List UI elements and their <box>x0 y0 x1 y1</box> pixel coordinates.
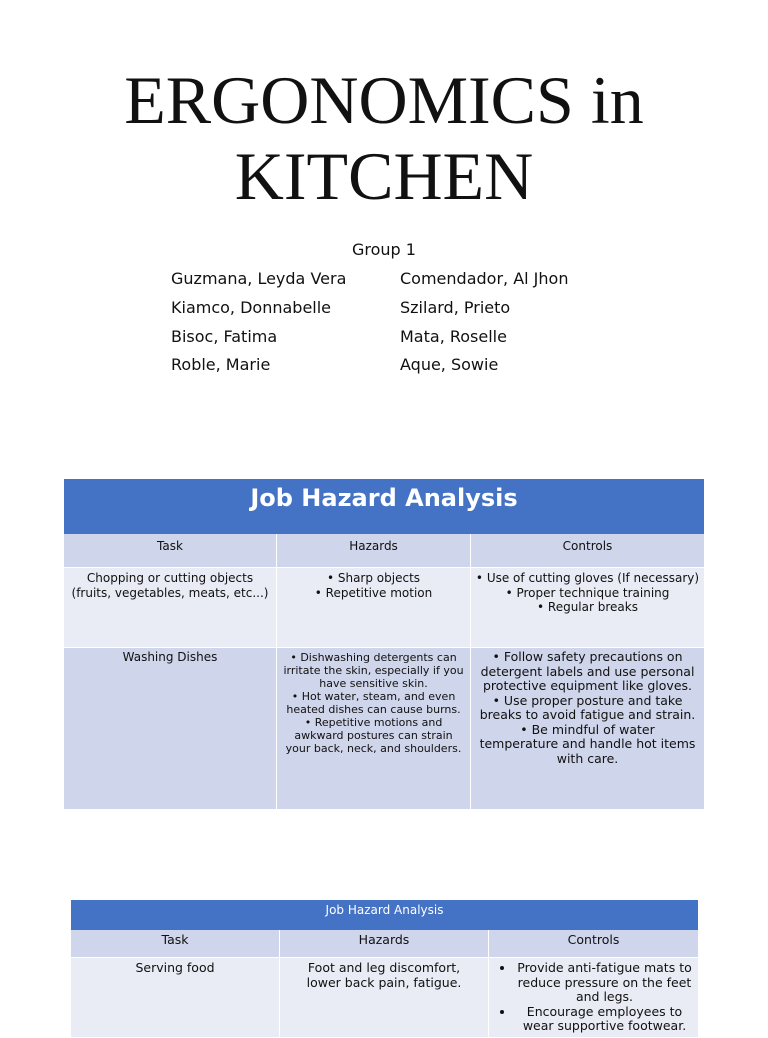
member-name: Szilard, Prieto <box>400 298 511 317</box>
member-name: Kiamco, Donnabelle <box>171 298 332 317</box>
job-hazard-table-2 <box>71 900 698 1038</box>
hazard-item: • Repetitive motion <box>281 586 466 601</box>
hazards-cell <box>277 648 471 810</box>
control-item: • Follow safety precautions on detergent labels and use personal protective equipment like gloves. <box>479 650 696 694</box>
header-hazards: Hazards <box>280 930 489 958</box>
control-item: • Be mindful of water temperature and handle hot items with care. <box>479 723 696 767</box>
table-row <box>71 958 698 1038</box>
hazards-cell <box>277 568 471 648</box>
table-header-row <box>64 534 704 568</box>
hazard-item: • Sharp objects <box>281 571 466 586</box>
hazard-item: • Dishwashing detergents can irritate the skin, especially if you have sensitive skin. <box>283 651 464 690</box>
member-name: Aque, Sowie <box>400 355 499 374</box>
header-task: Task <box>71 930 280 958</box>
task-cell: Washing Dishes <box>64 648 277 810</box>
title-line-1: ERGONOMICS in <box>124 62 644 138</box>
table-row <box>64 568 704 648</box>
member-name: Mata, Roselle <box>400 327 507 346</box>
member-name: Comendador, Al Jhon <box>400 269 569 288</box>
table-row <box>64 648 704 810</box>
table-title: Job Hazard Analysis <box>71 900 698 930</box>
job-hazard-table-1 <box>64 479 704 810</box>
control-item: • Regular breaks <box>475 600 700 615</box>
controls-cell <box>489 958 698 1038</box>
controls-cell <box>471 568 704 648</box>
hazards-cell: Foot and leg discomfort, lower back pain, fatigue. <box>280 958 489 1038</box>
header-hazards: Hazards <box>277 534 471 568</box>
task-cell: Chopping or cutting objects (fruits, vegetables, meats, etc...) <box>64 568 277 648</box>
control-item: • Use of cutting gloves (If necessary) <box>475 571 700 586</box>
title-line-2: KITCHEN <box>234 138 534 214</box>
controls-cell <box>471 648 704 810</box>
member-name: Guzmana, Leyda Vera <box>171 269 347 288</box>
control-item: • Encourage employees to wear supportive footwear. <box>515 1005 694 1034</box>
member-name: Bisoc, Fatima <box>171 327 278 346</box>
hazard-item: • Repetitive motions and awkward postures can strain your back, neck, and shoulders. <box>283 716 464 755</box>
table-title: Job Hazard Analysis <box>64 479 704 534</box>
member-name: Roble, Marie <box>171 355 271 374</box>
control-item: • Provide anti-fatigue mats to reduce pressure on the feet and legs. <box>515 961 694 1005</box>
header-controls: Controls <box>489 930 698 958</box>
page-title <box>0 62 768 214</box>
table-header-row <box>71 930 698 958</box>
group-label: Group 1 <box>352 240 416 259</box>
control-item: • Proper technique training <box>475 586 700 601</box>
hazard-item: • Hot water, steam, and even heated dishes can cause burns. <box>283 690 464 716</box>
task-cell: Serving food <box>71 958 280 1038</box>
header-controls: Controls <box>471 534 704 568</box>
header-task: Task <box>64 534 277 568</box>
control-item: • Use proper posture and take breaks to avoid fatigue and strain. <box>479 694 696 723</box>
